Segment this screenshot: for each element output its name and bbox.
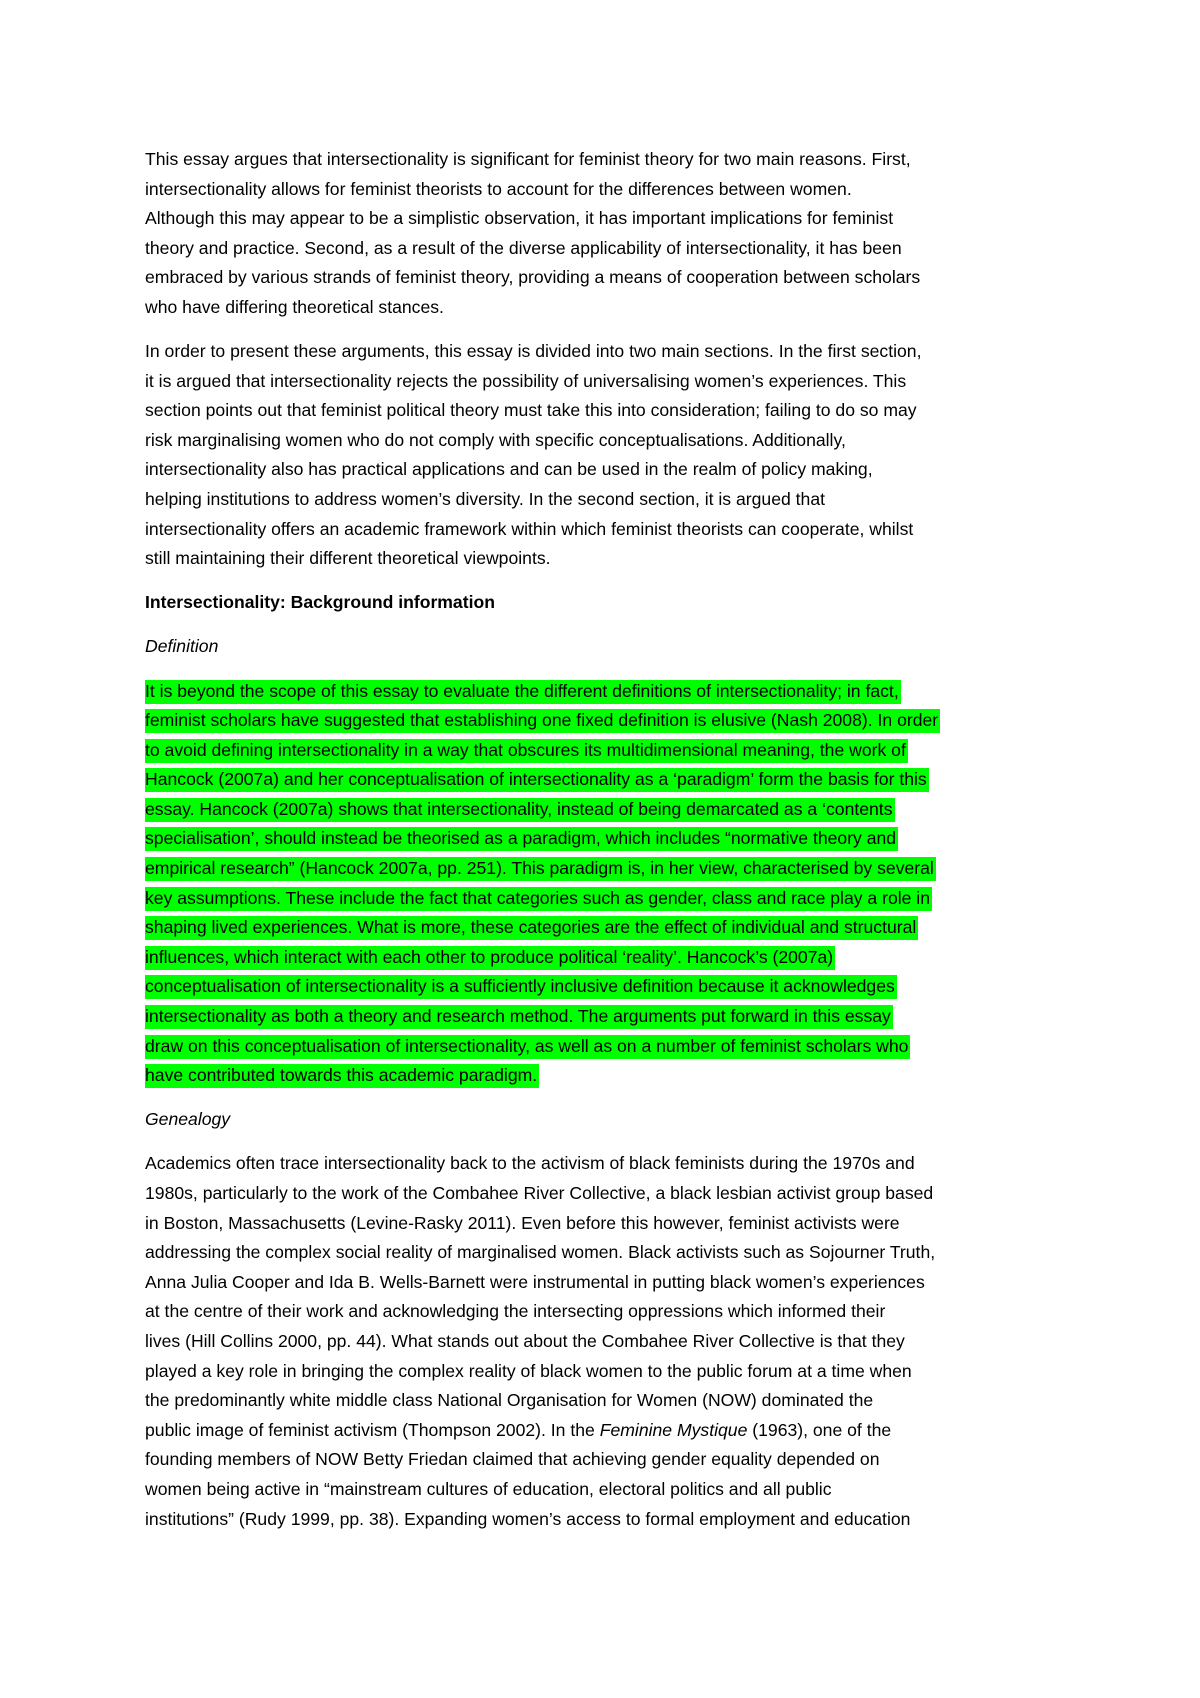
definition-heading: Definition [145, 636, 219, 657]
section-heading: Intersectionality: Background information [145, 592, 495, 613]
text-line [145, 1416, 1060, 1446]
highlight: have contributed towards this academic paradigm. [145, 1064, 539, 1088]
text-line: risk marginalising women who do not comply with specific conceptualisations. Additionally, [145, 429, 846, 450]
text-line: addressing the complex social reality of marginalised women. Black activists such as Sojourner Truth, [145, 1242, 936, 1263]
definition-heading-block [145, 632, 1060, 662]
text-line [145, 1002, 1060, 1032]
text-line: Although this may appear to be a simplistic observation, it has important implications for feminist [145, 208, 894, 229]
text-line: in Boston, Massachusetts (Levine-Rasky 2011). Even before this however, feminist activists were [145, 1212, 900, 1233]
text-line [145, 1032, 1060, 1062]
highlight: conceptualisation of intersectionality is a sufficiently inclusive definition because it acknowledges [145, 975, 897, 999]
text-line [145, 943, 1060, 973]
definition-paragraph-highlighted [145, 677, 1060, 1091]
text-line [145, 1061, 1060, 1091]
highlight: to avoid defining intersectionality in a way that obscures its multidimensional meaning, the work of [145, 739, 908, 763]
highlight: shaping lived experiences. What is more, these categories are the effect of individual and structural [145, 916, 918, 940]
section-heading-block [145, 588, 1060, 618]
text-line: lives (Hill Collins 2000, pp. 44). What stands out about the Combahee River Collective is that they [145, 1330, 905, 1351]
text-line [145, 795, 1060, 825]
text-line: still maintaining their different theoretical viewpoints. [145, 548, 551, 569]
highlight: influences, which interact with each other to produce political ‘reality’. Hancock’s (2007a) [145, 946, 835, 970]
text-line: founding members of NOW Betty Friedan claimed that achieving gender equality depended on [145, 1449, 880, 1470]
text-line: 1980s, particularly to the work of the Combahee River Collective, a black lesbian activist group based [145, 1183, 934, 1203]
text-line [145, 824, 1060, 854]
text-line: institutions” (Rudy 1999, pp. 38). Expanding women’s access to formal employment and education [145, 1508, 911, 1529]
genealogy-paragraph [145, 1149, 1060, 1534]
genealogy-heading-block [145, 1105, 1060, 1135]
highlight: key assumptions. These include the fact that categories such as gender, class and race play a role in [145, 887, 932, 911]
text-line: it is argued that intersectionality rejects the possibility of universalising women’s experiences. This [145, 370, 907, 391]
text-line [145, 854, 1060, 884]
genealogy-heading: Genealogy [145, 1109, 231, 1130]
highlight: specialisation’, should instead be theorised as a paradigm, which includes “normative theory and [145, 827, 898, 851]
text-line: Academics often trace intersectionality back to the activism of black feminists during the 1970s and [145, 1153, 915, 1174]
text-line: intersectionality allows for feminist theorists to account for the differences between women. [145, 178, 852, 199]
text-line: embraced by various strands of feminist theory, providing a means of cooperation between scholars [145, 267, 921, 288]
text-line: In order to present these arguments, this essay is divided into two main sections. In the first section, [145, 341, 922, 362]
highlight: essay. Hancock (2007a) shows that intersectionality, instead of being demarcated as a ‘contents [145, 798, 895, 822]
text-line [145, 677, 1060, 707]
highlight: Hancock (2007a) and her conceptualisation of intersectionality as a ‘paradigm’ form the basis for this [145, 768, 929, 792]
text-line: at the centre of their work and acknowledging the intersecting oppressions which informed their [145, 1301, 886, 1322]
book-title: Feminine Mystique [599, 1419, 748, 1440]
text-line [145, 884, 1060, 914]
text-line [145, 913, 1060, 943]
text-line: theory and practice. Second, as a result of the diverse applicability of intersectionality, it has been [145, 237, 902, 258]
text-line [145, 736, 1060, 766]
text-line: intersectionality also has practical applications and can be used in the realm of policy making, [145, 459, 873, 480]
text-line: helping institutions to address women’s diversity. In the second section, it is argued that [145, 489, 826, 510]
highlight: empirical research” (Hancock 2007a, pp. 251). This paradigm is, in her view, characterised by several [145, 857, 936, 881]
text-line: intersectionality offers an academic framework within which feminist theorists can cooperate, whilst [145, 518, 914, 539]
highlight: feminist scholars have suggested that establishing one fixed definition is elusive (Nash 2008). In order [145, 709, 940, 733]
text-line: Anna Julia Cooper and Ida B. Wells-Barnett were instrumental in putting black women’s experiences [145, 1271, 925, 1292]
text-line: women being active in “mainstream cultures of education, electoral politics and all public [145, 1478, 832, 1499]
text-segment: public image of feminist activism (Thompson 2002). In the [145, 1419, 595, 1440]
text-segment: (1963), one of the [752, 1419, 892, 1440]
highlight: intersectionality as both a theory and research method. The arguments put forward in this essay [145, 1005, 893, 1029]
intro-paragraph-2 [145, 337, 1060, 574]
text-line: who have differing theoretical stances. [145, 296, 444, 317]
text-line [145, 706, 1060, 736]
intro-paragraph-1 [145, 145, 1060, 323]
text-line: This essay argues that intersectionality is significant for feminist theory for two main reasons. First, [145, 149, 911, 169]
text-line [145, 972, 1060, 1002]
highlight: It is beyond the scope of this essay to evaluate the different definitions of intersectionality; in fact, [145, 680, 901, 704]
text-line: the predominantly white middle class National Organisation for Women (NOW) dominated the [145, 1390, 874, 1411]
text-line: played a key role in bringing the complex reality of black women to the public forum at a time when [145, 1360, 912, 1381]
highlight: draw on this conceptualisation of intersectionality, as well as on a number of feminist scholars who [145, 1035, 910, 1059]
text-line [145, 765, 1060, 795]
text-line: section points out that feminist political theory must take this into consideration; failing to do so may [145, 400, 917, 421]
